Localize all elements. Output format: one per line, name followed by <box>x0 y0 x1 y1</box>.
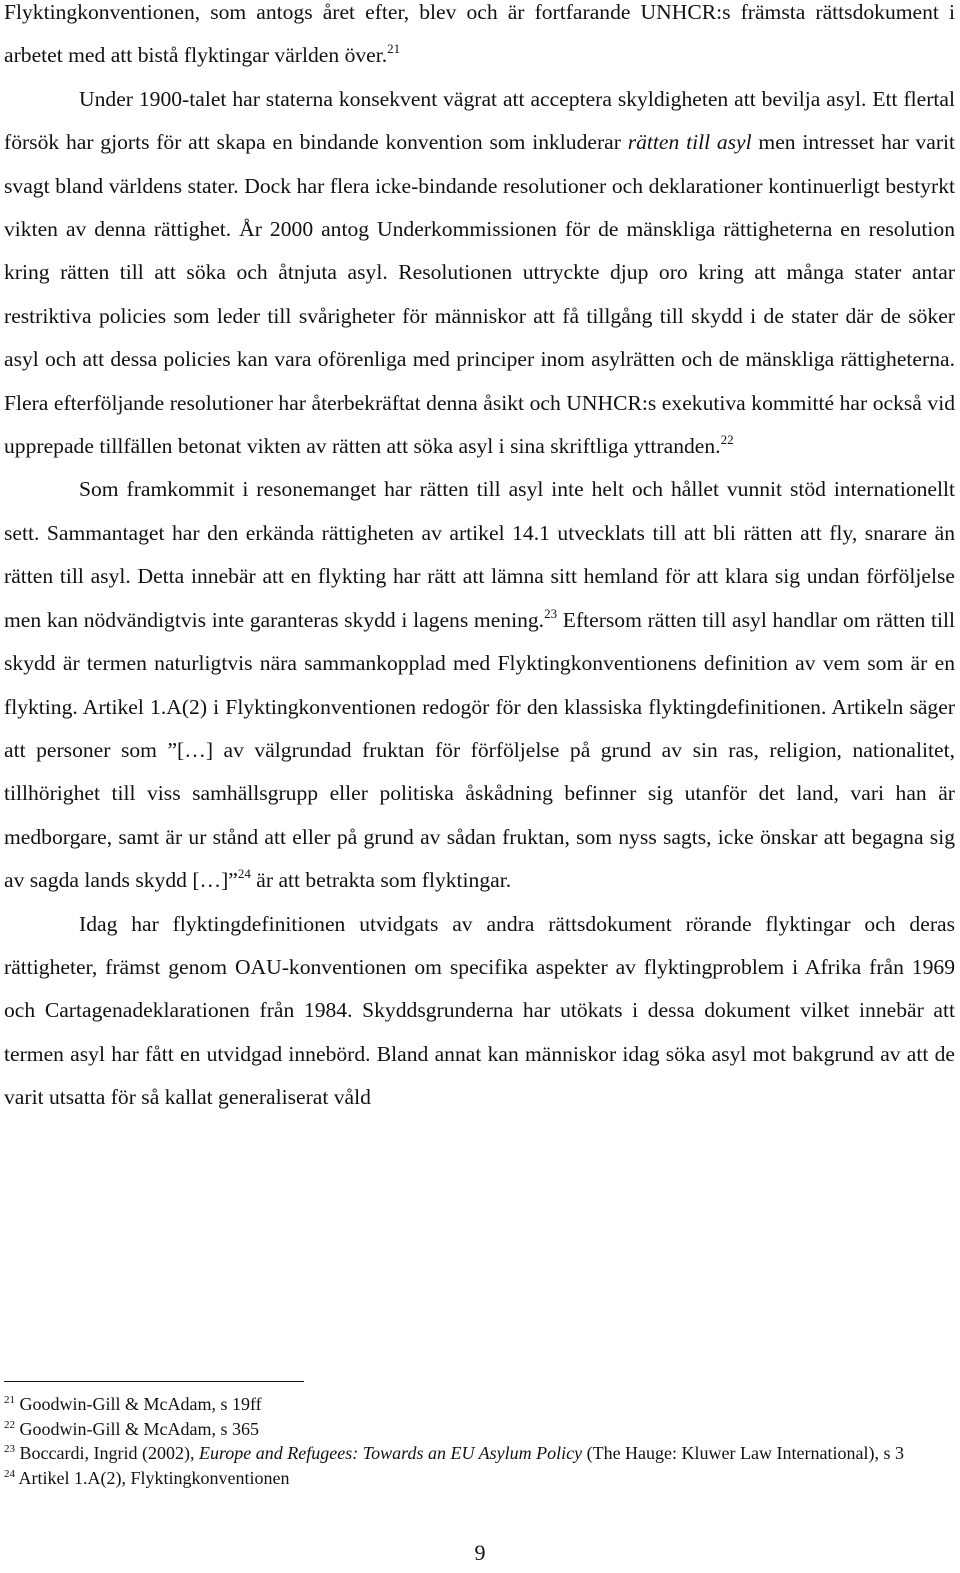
footnote-text: Goodwin-Gill & McAdam, s 365 <box>19 1418 259 1439</box>
paragraph-text: är att betrakta som flyktingar. <box>256 868 512 893</box>
paragraph-text: Eftersom rätten till asyl handlar om rätten till skydd är termen naturligtvis nära sammankopplad med Flyktingkonventionens definition av vem som är en flykting. Artikel 1.A(2) i Flyktingkonventionen redogör för den klassiska flyktingdefinitionen. Artikeln säger att personer som ”[…] av välgrundad fruktan för förföljelse på grund av sin ras, religion, nationalitet, tillhörighet till viss samhällsgrupp eller politiska åskådning befinner sig utanför det land, vari han är medborgare, samt är ur stånd att eller på grund av sådan fruktan, som nyss sagts, icke önskar att begagna sig av sagda lands skydd […]” <box>4 607 955 893</box>
footnotes <box>4 1392 934 1490</box>
paragraph-4 <box>4 903 955 1120</box>
document-page <box>4 0 955 1120</box>
footnote-22 <box>4 1417 934 1442</box>
footnote-21 <box>4 1392 934 1417</box>
footnote-ref[interactable]: 24 <box>237 866 251 882</box>
footnote-number: 23 <box>4 1443 15 1455</box>
footnote-text: Artikel 1.A(2), Flyktingkonventionen <box>18 1467 290 1488</box>
footnote-number: 24 <box>4 1467 15 1480</box>
footnote-ref[interactable]: 22 <box>720 432 734 448</box>
footnote-ref[interactable]: 21 <box>387 41 401 57</box>
footnote-title: Europe and Refugees: Towards an EU Asylum Policy <box>198 1443 583 1463</box>
paragraph-2 <box>4 78 955 469</box>
footnote-text: Boccardi, Ingrid (2002), <box>19 1443 195 1463</box>
footnote-separator <box>4 1381 304 1382</box>
paragraph-text: men intresset har varit svagt bland världens stater. Dock har flera icke-bindande resolutioner och deklarationer kontinuerligt bestyrkt vikten av denna rättighet. År 2000 antog Underkommissionen för de mänskliga rättigheterna en resolution kring rätten till att söka och åtnjuta asyl. Resolutionen uttryckte djup oro kring att många stater antar restriktiva policies som leder till svårigheter för människor att få tillgång till skydd i de stater där de söker asyl och att dessa policies kan vara oförenliga med principer inom asylrätten och de mänskliga rättigheterna. Flera efterföljande resolutioner har återbekräftat denna åsikt och UNHCR:s exekutiva kommitté har också vid upprepade tillfällen betonat vikten av rätten att söka asyl i sina skriftliga yttranden. <box>4 130 956 459</box>
page-number: 9 <box>474 1540 486 1565</box>
footnote-number: 22 <box>4 1418 15 1431</box>
paragraph-text: Som framkommit i resonemanget har rätten till asyl inte helt och hållet vunnit stöd internationellt sett. Sammantaget har den erkända rättigheten av artikel 14.1 utvecklats till att bli rätten att fly, snarare än rätten till asyl. Detta innebär att en flykting har rätt att lämna sitt hemland för att klara sig undan förföljelse men kan nödvändigtvis inte garanteras skydd i lagens mening. <box>4 477 955 632</box>
paragraph-text: Idag har flyktingdefinitionen utvidgats av andra rättsdokument rörande flyktingar och deras rättigheter, främst genom OAU-konventionen om specifika aspekter av flyktingproblem i Afrika från 1969 och Cartagenadeklarationen från 1984. Skyddsgrunderna har utökats i dessa dokument vilket innebär att termen asyl har fått en utvidgad innebörd. Bland annat kan människor idag söka asyl mot bakgrund av att de varit utsatta för så kallat generaliserat våld <box>4 911 955 1110</box>
footnote-ref[interactable]: 23 <box>544 605 558 621</box>
footnote-text: Goodwin-Gill & McAdam, s 19ff <box>19 1394 262 1414</box>
footnote-text: (The Hauge: Kluwer Law International), s 3 <box>586 1443 904 1463</box>
paragraph-text: Under 1900-talet har staterna konsekvent vägrat att acceptera skyldigheten att bevilja asyl. Ett flertal försök har gjorts för att skapa en bindande konvention som inkluderar <box>4 86 955 155</box>
paragraph-1 <box>4 0 955 78</box>
emphasis-text: rätten till asyl <box>627 130 752 155</box>
paragraph-text: Flyktingkonventionen, som antogs året efter, blev och är fortfarande UNHCR:s främsta rättsdokument i arbetet med att bistå flyktingar världen över. <box>4 0 955 68</box>
paragraph-3 <box>4 468 955 902</box>
footnote-number: 21 <box>4 1394 15 1406</box>
footnote-24 <box>4 1466 934 1491</box>
footnote-23 <box>4 1441 934 1466</box>
